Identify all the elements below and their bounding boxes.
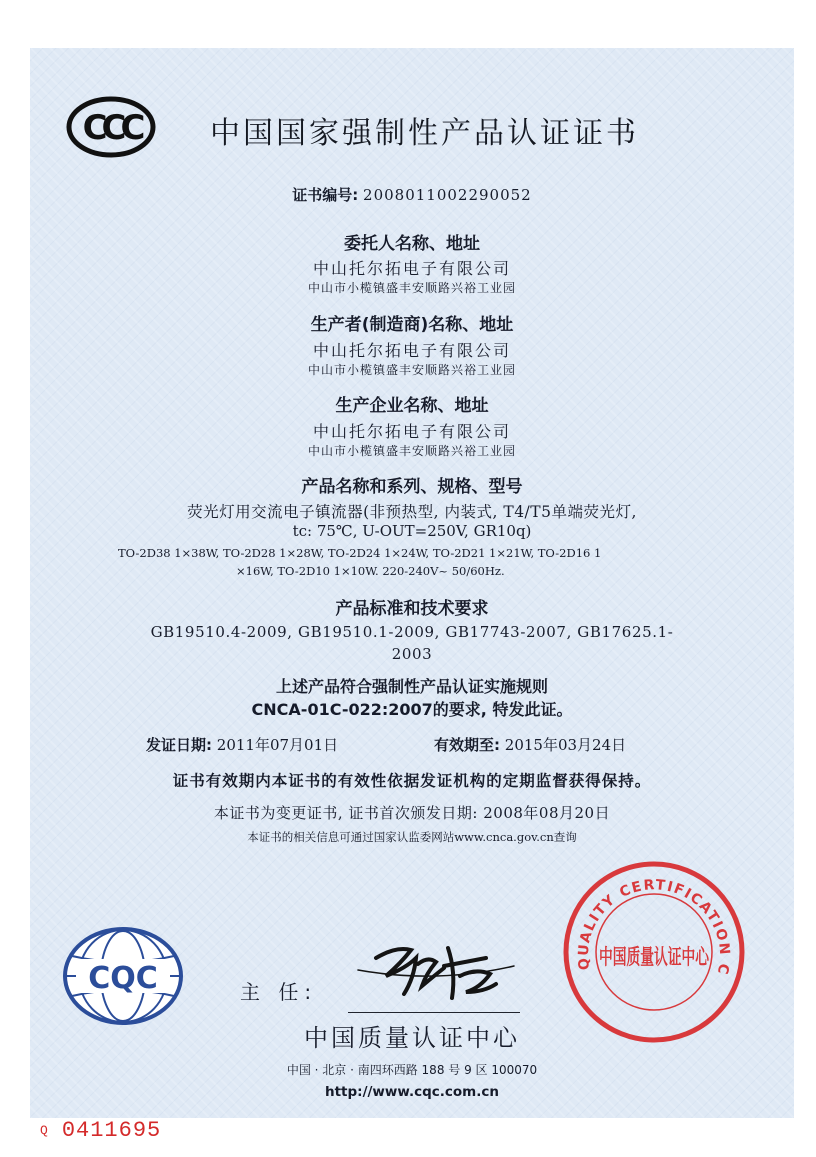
product-models-line-2: ×16W, TO-2D10 1×10W. 220-240V~ 50/60Hz.: [236, 564, 505, 578]
seal-inner-text: 中国质量认证中心: [599, 944, 710, 969]
certification-seal-icon: [562, 860, 746, 1044]
director-label: 主 任:: [240, 980, 318, 1004]
expiry-date-label: 有效期至:: [434, 736, 500, 754]
cert-number-value: 2008011002290052: [363, 186, 532, 204]
expiry-date-value: 2015年03月24日: [504, 736, 627, 754]
issue-date-label: 发证日期:: [146, 736, 212, 754]
ccc-logo-text: CCC: [82, 108, 140, 148]
cert-number: [30, 184, 794, 205]
product-heading: 产品名称和系列、规格、型号: [301, 477, 523, 497]
signature-line: [348, 1012, 520, 1013]
client-address: 中山市小榄镇盛丰安顺路兴裕工业园: [307, 281, 516, 295]
manufacturer-address: 中山市小榄镇盛丰安顺路兴裕工业园: [307, 363, 516, 377]
product-line-2: tc: 75℃, U-OUT=250V, GR10q): [292, 522, 532, 540]
cqc-logo-icon: [62, 926, 184, 1026]
manufacturer-name: 中山托尔拓电子有限公司: [312, 341, 511, 360]
product-line-1: 荧光灯用交流电子镇流器(非预热型, 内装式, T4/T5单端荧光灯,: [187, 503, 637, 521]
director-signature: [356, 928, 516, 1008]
factory-name: 中山托尔拓电子有限公司: [312, 422, 511, 441]
org-address: 中国 · 北京 · 南四环西路 188 号 9 区 100070: [286, 1063, 538, 1077]
org-name: 中国质量认证中心: [304, 1024, 520, 1052]
standards-line-2: 2003: [391, 645, 433, 663]
product-models-line-1: TO-2D38 1×38W, TO-2D28 1×28W, TO-2D24 1×24W, TO-2D21 1×21W, TO-2D16 1: [118, 546, 602, 560]
seal-outer-text: QUALITY CERTIFICATION C: [575, 877, 733, 977]
serial-number: [40, 1118, 161, 1143]
org-website: http://www.cqc.com.cn: [324, 1084, 499, 1100]
cert-number-label: 证书编号:: [292, 186, 359, 204]
certificate-page: [30, 48, 794, 1118]
expiry-date: [434, 734, 626, 755]
validity-text: 证书有效期内本证书的有效性依据发证机构的定期监督获得保持。: [172, 772, 652, 790]
serial-value: 0411695: [61, 1118, 162, 1143]
manufacturer-heading: 生产者(制造商)名称、地址: [310, 315, 514, 335]
issue-date: [146, 734, 338, 755]
factory-heading: 生产企业名称、地址: [335, 396, 489, 416]
change-text: 本证书为变更证书, 证书首次颁发日期: 2008年08月20日: [213, 804, 611, 822]
conformity-line-1: 上述产品符合强制性产品认证实施规则: [275, 677, 548, 696]
conformity-line-2: CNCA-01C-022:2007的要求, 特发此证。: [251, 700, 573, 719]
standards-line-1: GB19510.4-2009, GB19510.1-2009, GB17743-2007, GB17625.1-: [150, 623, 674, 641]
ccc-logo-icon: [66, 96, 156, 158]
client-heading: 委托人名称、地址: [344, 234, 480, 254]
client-name: 中山托尔拓电子有限公司: [312, 259, 511, 278]
certificate-title: 中国国家强制性产品认证证书: [210, 116, 639, 151]
website-note: 本证书的相关信息可通过国家认监委网站www.cnca.gov.cn查询: [247, 830, 577, 844]
standards-heading: 产品标准和技术要求: [335, 599, 489, 619]
cqc-logo-text: CQC: [88, 961, 158, 996]
serial-prefix: Q: [40, 1123, 48, 1138]
issue-date-value: 2011年07月01日: [216, 736, 339, 754]
factory-address: 中山市小榄镇盛丰安顺路兴裕工业园: [307, 444, 516, 458]
